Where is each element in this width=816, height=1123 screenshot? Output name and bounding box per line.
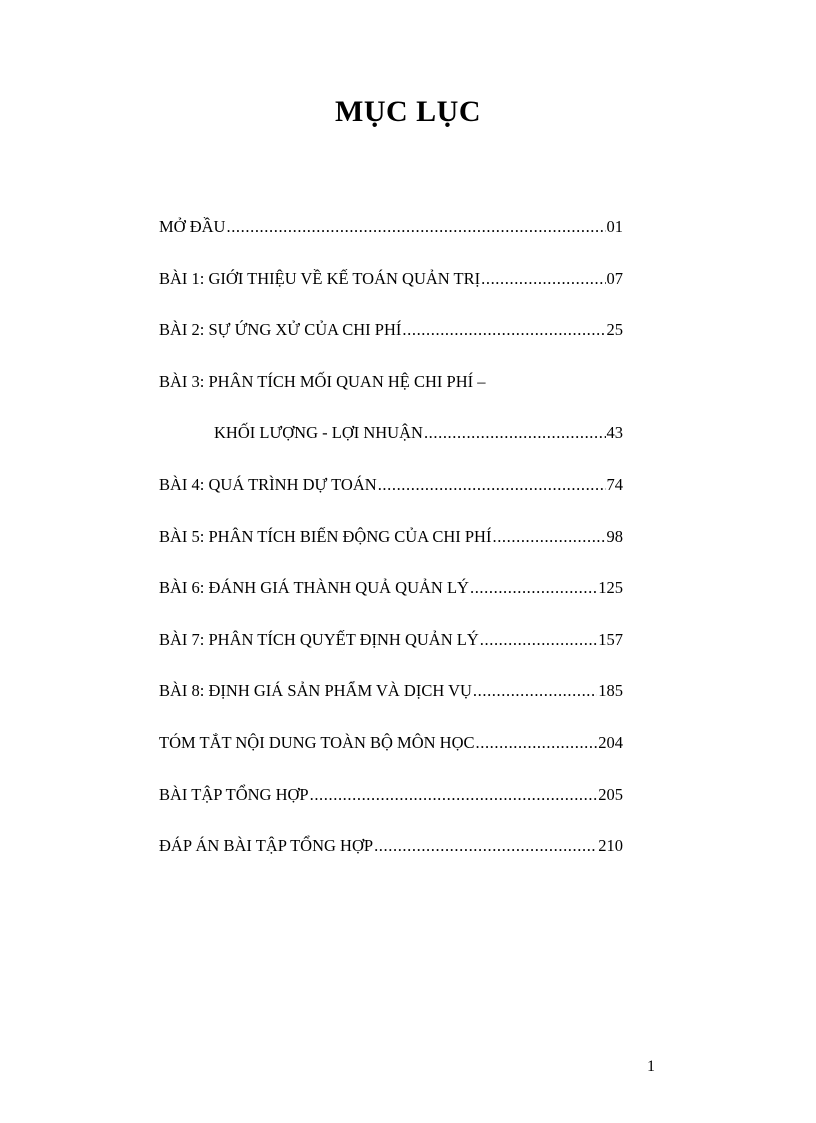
toc-entry-label: MỞ ĐẦU [159, 217, 226, 236]
toc-entry-page: 74 [606, 474, 623, 494]
toc-entry-page: 01 [606, 217, 623, 236]
toc-entry-label: TÓM TẮT NỘI DUNG TOÀN BỘ MÔN HỌC [159, 732, 475, 752]
toc-entry-label: BÀI 8: ĐỊNH GIÁ SẢN PHẨM VÀ DỊCH VỤ [159, 681, 472, 701]
toc-entry-exercises[interactable] [159, 784, 623, 836]
toc-entry-page: 98 [606, 526, 623, 546]
toc-entry-lesson-8[interactable] [159, 680, 623, 732]
toc-entry-lesson-5[interactable] [159, 526, 623, 578]
page-title: MỤC LỤC [335, 95, 481, 128]
toc-entry-label: BÀI 2: SỰ ỨNG XỬ CỦA CHI PHÍ [159, 320, 402, 340]
toc-dot-leader [310, 784, 598, 806]
toc-entry-label: BÀI 3: PHÂN TÍCH MỐI QUAN HỆ CHI PHÍ – [159, 371, 486, 391]
toc-entry-page: 125 [598, 578, 623, 598]
toc-dot-leader [378, 474, 606, 496]
toc-entry-lesson-6[interactable] [159, 577, 623, 629]
toc-dot-leader [492, 526, 605, 548]
toc-entry-lesson-1[interactable] [159, 268, 623, 320]
toc-entry-label: BÀI 6: ĐÁNH GIÁ THÀNH QUẢ QUẢN LÝ [159, 578, 469, 598]
toc-entry-summary[interactable] [159, 732, 623, 784]
toc-entry-lesson-3[interactable] [159, 371, 623, 423]
toc-entry-answers[interactable] [159, 835, 623, 887]
toc-entry-label: BÀI 5: PHÂN TÍCH BIẾN ĐỘNG CỦA CHI PHÍ [159, 526, 492, 546]
toc-entry-page: 210 [598, 836, 623, 856]
toc-entry-page: 204 [598, 732, 623, 752]
toc-entry-label: BÀI 4: QUÁ TRÌNH DỰ TOÁN [159, 474, 377, 494]
toc-entry-label: ĐÁP ÁN BÀI TẬP TỔNG HỢP [159, 836, 374, 856]
toc-entry-lesson-2[interactable] [159, 319, 623, 371]
toc-entry-lesson-7[interactable] [159, 629, 623, 681]
toc-entry-page: 25 [606, 320, 623, 340]
toc-entry-page: 157 [598, 629, 623, 649]
toc-entry-label: BÀI 1: GIỚI THIỆU VỀ KẾ TOÁN QUẢN TRỊ [159, 268, 481, 288]
toc-dot-leader [226, 216, 605, 238]
toc-entry-label: BÀI 7: PHÂN TÍCH QUYẾT ĐỊNH QUẢN LÝ [159, 629, 479, 649]
toc-entry-page: 43 [606, 423, 623, 443]
toc-dot-leader [424, 422, 606, 444]
toc-dot-leader [470, 577, 597, 599]
toc-entry-lesson-4[interactable] [159, 474, 623, 526]
toc-dot-leader [476, 732, 598, 754]
toc-dot-leader [473, 680, 597, 702]
toc-entry-page: 205 [598, 784, 623, 804]
toc-dot-leader [480, 629, 597, 651]
toc-entry-page: 185 [598, 681, 623, 701]
page-number: 1 [647, 1058, 655, 1075]
toc-entry-label: BÀI TẬP TỔNG HỢP [159, 784, 309, 804]
table-of-contents [159, 216, 623, 887]
toc-entry-lesson-3-continued[interactable] [159, 422, 623, 474]
toc-dot-leader [374, 835, 597, 857]
toc-dot-leader [402, 319, 605, 341]
toc-dot-leader [481, 268, 605, 290]
toc-entry-page: 07 [606, 268, 623, 288]
toc-entry-label: KHỐI LƯỢNG - LỢI NHUẬN [214, 423, 423, 443]
toc-entry-introduction[interactable] [159, 216, 623, 268]
